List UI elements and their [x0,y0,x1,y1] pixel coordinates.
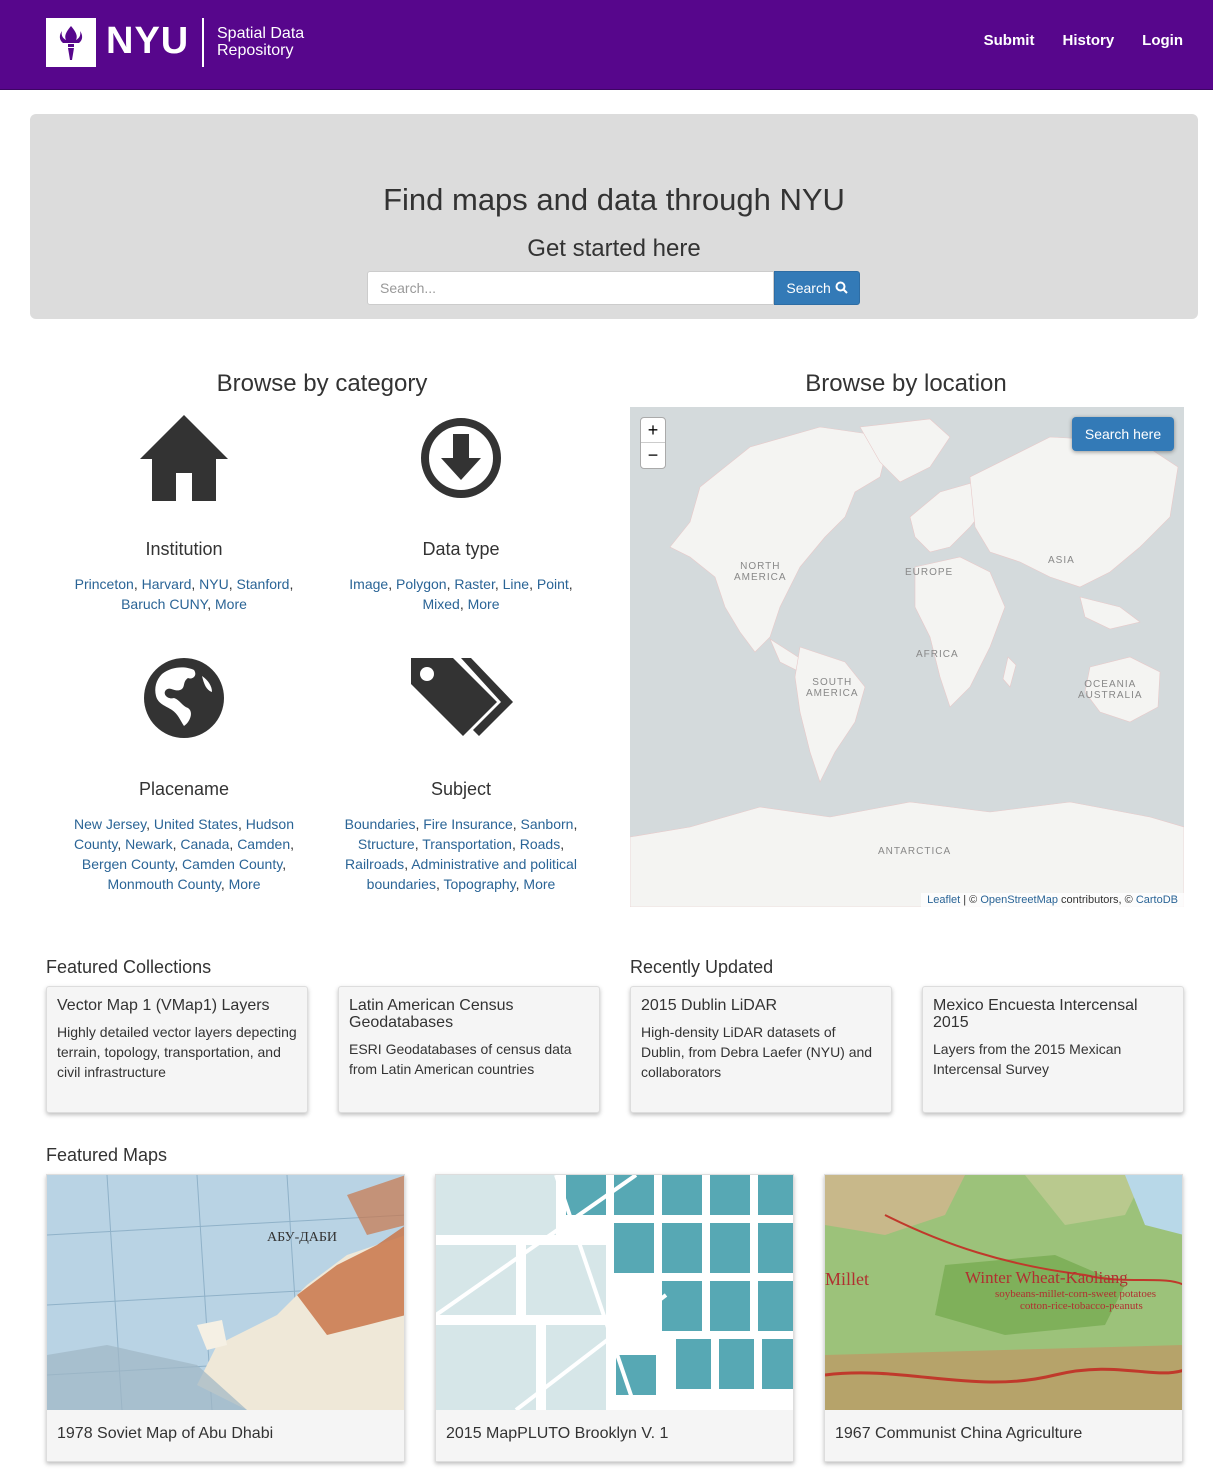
link-fire-insurance[interactable]: Fire Insurance [423,816,513,832]
featured-map-caption[interactable]: 1978 Soviet Map of Abu Dhabi [57,1425,274,1442]
map-label-south-america: SOUTH AMERICA [806,677,859,699]
map-label-africa: AFRICA [916,649,959,660]
link-mixed[interactable]: Mixed [422,596,460,612]
link-image[interactable]: Image [349,576,389,592]
link-roads[interactable]: Roads [519,836,561,852]
category-data-type-links: Image, Polygon, Raster, Line, Point, Mixed, More [349,576,573,612]
link-administrative-boundaries[interactable]: Administrative and political boundaries [366,856,577,892]
link-line[interactable]: Line [502,576,530,592]
collection-card-title[interactable]: Latin American Census Geodatabases [349,997,514,1031]
featured-map-card[interactable] [435,1174,794,1462]
link-institution-more[interactable]: More [215,596,247,612]
map-search-here-button[interactable]: Search here [1072,417,1174,451]
link-baruch-cuny[interactable]: Baruch CUNY [121,596,208,612]
link-raster[interactable]: Raster [454,576,495,592]
home-icon[interactable] [54,410,314,505]
map-label-oceania: OCEANIA AUSTRALIA [1078,679,1143,701]
logo-divider [202,18,204,67]
hero-subtitle: Get started here [527,235,701,262]
category-data-type-name: Data type [422,539,500,559]
link-hudson-county[interactable]: Hudson County [74,816,294,852]
link-harvard[interactable]: Harvard [141,576,192,592]
featured-map-caption[interactable]: 1967 Communist China Agriculture [835,1425,1083,1442]
zoom-in-button[interactable]: + [641,418,665,443]
category-subject-links: Boundaries, Fire Insurance, Sanborn, Structure, Transportation, Roads, Railroads, Administrative and political boundaries, Topography, More [344,816,578,892]
link-subject-more[interactable]: More [523,876,556,892]
featured-map-caption[interactable]: 2015 MapPLUTO Brooklyn V. 1 [446,1425,669,1442]
link-new-jersey[interactable]: New Jersey [74,816,147,832]
map-label-asia: ASIA [1048,555,1075,566]
nyu-torch-logo[interactable] [46,18,96,67]
featured-map-card[interactable] [46,1174,405,1462]
category-placename [54,650,314,894]
link-transportation[interactable]: Transportation [422,836,512,852]
search-icon [835,281,848,294]
collection-card-title[interactable]: Vector Map 1 (VMap1) Layers [57,997,270,1014]
map-thumbnail-brooklyn[interactable] [436,1175,793,1410]
recently-updated-title: Recently Updated [630,957,774,977]
map-label-cotton: cotton-rice-tobacco-peanuts [1020,1300,1143,1312]
link-monmouth-county[interactable]: Monmouth County [107,876,221,892]
search-button[interactable] [774,271,860,305]
map-label-north-america: NORTH AMERICA [734,561,787,583]
collection-card-desc: Highly detailed vector layers depecting terrain, topology, transportation, and civil infrastructure [57,1024,297,1080]
link-bergen-county[interactable]: Bergen County [81,856,175,872]
category-placename-name: Placename [138,779,230,799]
globe-icon[interactable] [54,650,314,745]
map-zoom-control [640,417,666,469]
link-stanford[interactable]: Stanford [236,576,290,592]
hero-title: Find maps and data through NYU [383,182,845,217]
featured-collections-title: Featured Collections [46,957,212,977]
map-label-soybeans: soybeans-millet-corn-sweet potatoes [995,1288,1156,1300]
hero-jumbotron [30,114,1198,319]
map-thumbnail-china-agriculture[interactable] [825,1175,1182,1410]
link-newark[interactable]: Newark [125,836,173,852]
nav-submit[interactable]: Submit [983,32,1035,49]
category-data-type [331,410,591,614]
nav-links [984,32,1183,49]
featured-maps-title: Featured Maps [46,1145,168,1165]
link-boundaries[interactable]: Boundaries [344,816,416,832]
link-structure[interactable]: Structure [357,836,415,852]
link-camden[interactable]: Camden [237,836,291,852]
category-placename-links: New Jersey, United States, Hudson County, Newark, Canada, Camden, Bergen County, Camden County, Monmouth County, More [74,816,294,892]
nav-history[interactable]: History [1062,32,1115,49]
link-nyu[interactable]: NYU [199,576,229,592]
category-institution-name: Institution [145,539,223,559]
map-label-europe: EUROPE [905,567,954,578]
category-subject-name: Subject [430,779,492,799]
map-attribution [921,893,1184,907]
browse-category-title: Browse by category [216,370,428,397]
logo-subtitle-line-2: Repository [217,42,294,59]
link-data-type-more[interactable]: More [467,596,500,612]
attribution-separator: | © [960,894,981,906]
recent-card-desc: Layers from the 2015 Mexican Intercensal Survey [933,1041,1122,1077]
logo-wordmark: NYU [106,20,190,62]
search-button-label: Search [786,280,831,296]
category-subject [331,650,591,894]
link-polygon[interactable]: Polygon [396,576,447,592]
category-institution-links: Princeton, Harvard, NYU, Stanford, Baruch CUNY, More [74,576,294,612]
zoom-out-button[interactable]: − [647,445,659,465]
link-sanborn[interactable]: Sanborn [520,816,574,832]
category-institution [54,410,314,614]
logo-subtitle-line-1: Spatial Data [217,25,305,42]
collection-card[interactable] [338,986,600,1113]
featured-map-card[interactable] [824,1174,1183,1462]
tags-icon[interactable] [331,650,591,745]
torch-icon [46,18,96,67]
link-princeton[interactable]: Princeton [74,576,134,592]
attribution-contributors: contributors, © [1058,894,1136,906]
map-thumbnail-abu-dhabi[interactable] [47,1175,404,1410]
location-map[interactable] [630,407,1184,907]
recent-card[interactable] [922,986,1184,1113]
link-camden-county[interactable]: Camden County [182,856,283,872]
recent-card-desc: High-density LiDAR datasets of Dublin, from Debra Laefer (NYU) and collaborators [641,1024,873,1080]
map-label-antarctica: ANTARCTICA [878,846,952,857]
world-map-tiles [630,407,1184,907]
attribution-osm-link[interactable]: OpenStreetMap [980,894,1058,906]
link-placename-more[interactable]: More [228,876,261,892]
link-topography[interactable]: Topography [443,876,516,892]
logo-subtitle [217,25,304,59]
recent-card[interactable] [630,986,892,1113]
collection-card-desc: ESRI Geodatabases of census data from Latin American countries [349,1041,572,1077]
link-point[interactable]: Point [536,576,569,592]
navbar [0,0,1213,90]
link-railroads[interactable]: Railroads [345,856,405,872]
recent-card-title[interactable]: 2015 Dublin LiDAR [641,997,778,1014]
attribution-leaflet-link[interactable]: Leaflet [927,894,961,906]
attribution-cartodb-link[interactable]: CartoDB [1135,894,1178,906]
collection-card[interactable] [46,986,308,1113]
map-thumbnail-label: АБУ-ДАБИ [267,1230,338,1245]
nav-login[interactable]: Login [1142,32,1183,49]
recent-card-title[interactable]: Mexico Encuesta Intercensal 2015 [933,997,1138,1031]
search-input[interactable]: Search... [367,271,774,305]
map-label-millet: Millet [825,1269,869,1289]
browse-location-title: Browse by location [805,370,1007,397]
download-circle-icon[interactable] [331,410,591,505]
link-united-states[interactable]: United States [153,816,238,832]
link-canada[interactable]: Canada [180,836,230,852]
map-label-wheat: Winter Wheat-Kaoliang [965,1268,1128,1287]
